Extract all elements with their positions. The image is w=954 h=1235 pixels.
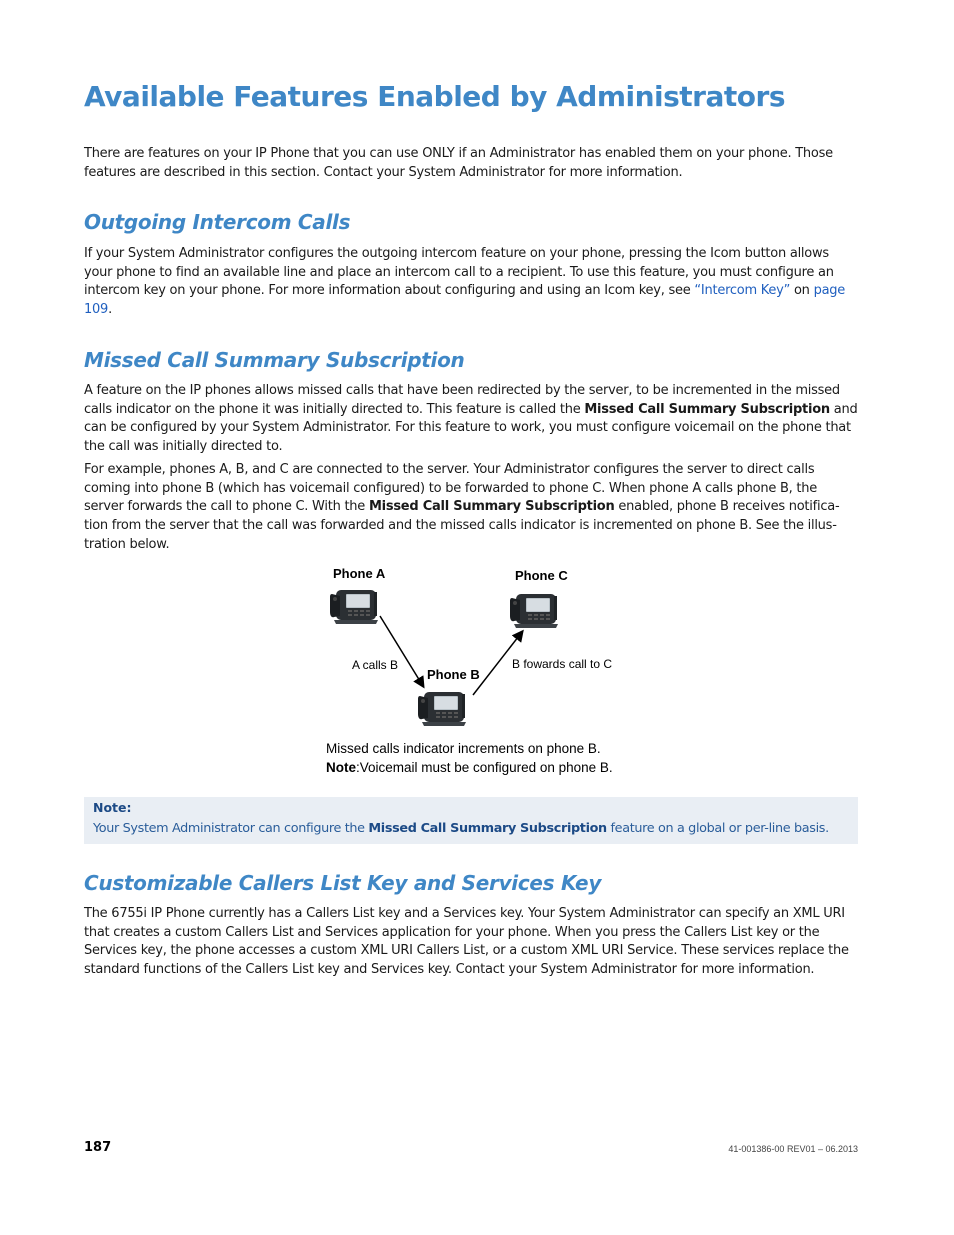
note-title: Note: [93,800,132,815]
note-text: Your System Administrator can configure the Missed Call Summary Subscription feature on a global or per-line basis. [93,821,829,836]
diagram-note: Note:Voicemail must be configured on phone B. [326,760,613,775]
phone-c-label: Phone C [515,568,568,583]
page-title: Available Features Enabled by Administrators [84,80,785,113]
missed-paragraph-2: For example, phones A, B, and C are connected to the server. Your Administrator configures the server to direct calls coming into phone B (which has voicemail configured) to be forwarded to phone C. When phone A calls phone B, the server forwards the call to phone C. With the Missed Call Summary Subscription enabled, phone B receives notifica-tion from the server that the call was forwarded and the missed calls indicator is incremented on phone B. See the illus-tration below. [84,462,840,552]
heading-customizable-callers: Customizable Callers List Key and Services Key [84,871,602,895]
call-forwarding-diagram [320,560,640,735]
intercom-paragraph: If your System Administrator configures the outgoing intercom feature on your phone, pressing the Icom button allows your phone to find an available line and place an intercom call to a recipient. To use this feature, you must configure an intercom key on your phone. For more information about configuring and using an Icom key, see “Intercom Key” on page 109. [84,246,846,318]
b-forwards-label: B fowards call to C [512,657,613,671]
intro-paragraph: There are features on your IP Phone that you can use ONLY if an Administrator has enabled them on your phone. Those features are described in this section. Contact your System Administrator for more information. [84,146,833,180]
heading-outgoing-intercom: Outgoing Intercom Calls [84,210,351,234]
arrow-a-to-b [380,616,423,686]
customizable-paragraph: The 6755i IP Phone currently has a Callers List key and a Services key. Your System Administrator can specify an XML URI that creates a custom Callers List and Services application for your phone. When you press the Callers List key or the Services key, the phone accesses a custom XML URI Callers List, or a custom XML URI Service. These services replace the standard functions of the Callers List key and Services key. Contact your System Administrator for more information. [84,906,849,978]
phone-b-label: Phone B [427,667,480,682]
heading-missed-call-summary: Missed Call Summary Subscription [84,348,465,372]
page-number: 187 [84,1140,112,1155]
phone-b-icon [418,692,466,726]
intercom-key-link[interactable]: “Intercom Key” [694,283,791,299]
missed-paragraph-1: A feature on the IP phones allows missed calls that have been redirected by the server, to be incremented in the missed calls indicator on the phone it was initially directed to. This feature is called the Missed Call Summary Subscription and can be configured by your System Administrator. For this feature to work, you must configure voicemail on the phone that the call was initially directed to. [84,383,858,455]
phone-a-label: Phone A [333,566,386,581]
page-109-link[interactable]: page 109 [84,283,846,318]
diagram-caption: Missed calls indicator increments on phone B. [326,741,601,756]
phone-c-icon [510,594,558,628]
a-calls-b-label: A calls B [352,658,399,672]
document-id: 41-001386-00 REV01 – 06.2013 [728,1144,858,1154]
phone-a-icon [330,590,378,624]
